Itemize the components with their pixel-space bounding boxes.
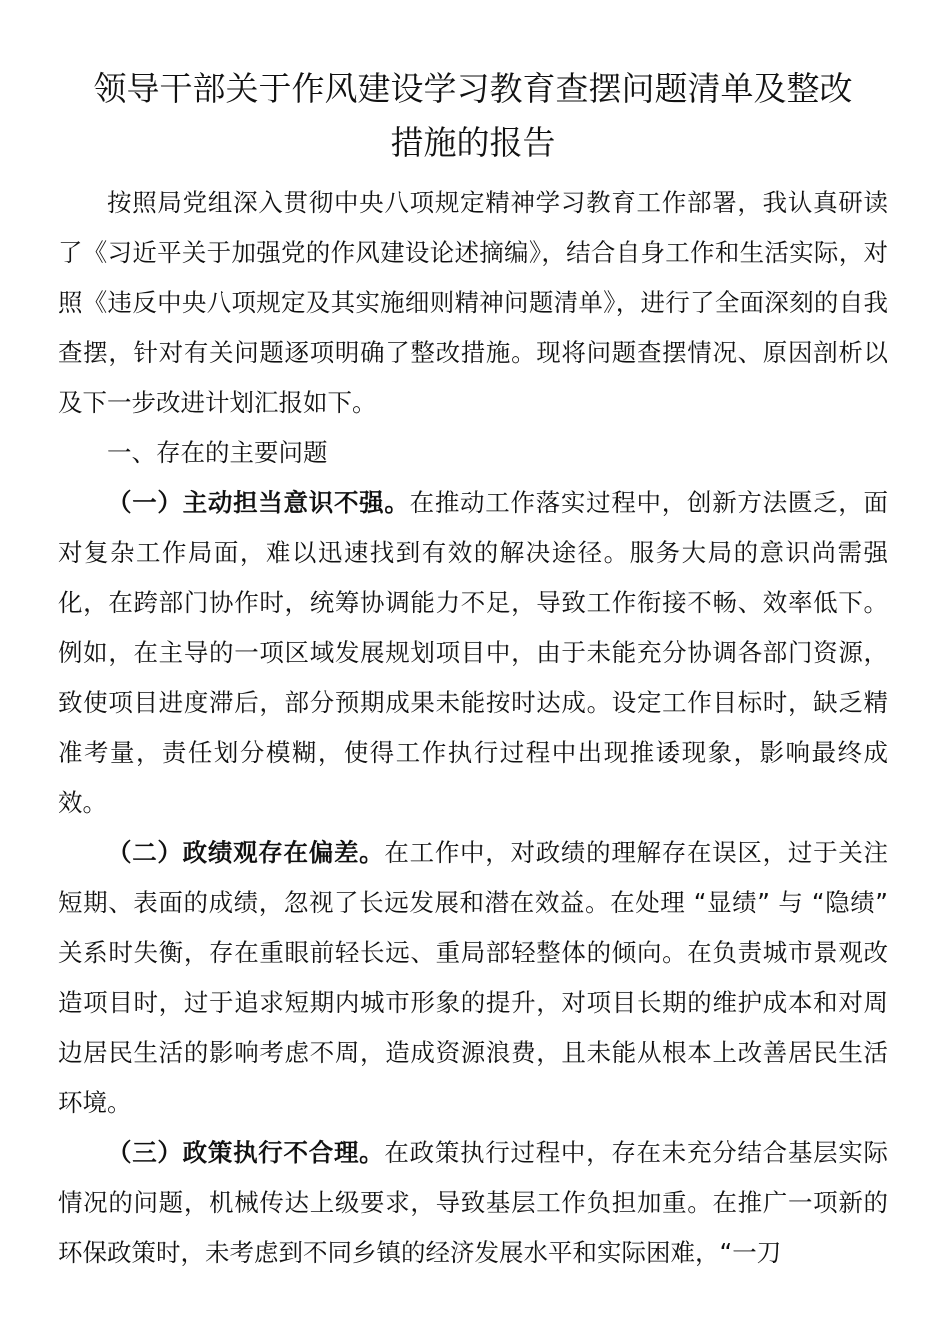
issue-paragraph-2 bbox=[58, 828, 888, 1128]
issue-text-2: 在工作中，对政绩的理解存在误区，过于关注短期、表面的成绩，忽视了长远发展和潜在效益。在处理 “显绩” 与 “隐绩” 关系时失衡，存在重眼前轻长远、重局部轻整体的倾向。在负责城市景观改造项目时，过于追求短期内城市形象的提升，对项目长期的维护成本和对周边居民生活的影响考虑不周，造成资源浪费，且未能从根本上改善居民生活环境。 bbox=[58, 838, 889, 1117]
title-line-2: 措施的报告 bbox=[390, 123, 556, 162]
section-heading: 一、存在的主要问题 bbox=[107, 438, 328, 467]
issue-text-3: 在政策执行过程中，存在未充分结合基层实际情况的问题，机械传达上级要求，导致基层工作负担加重。在推广一项新的环保政策时，未考虑到不同乡镇的经济发展水平和实际困难，“一刀 bbox=[58, 1138, 889, 1267]
document-title bbox=[58, 62, 888, 170]
issue-paragraph-3 bbox=[58, 1128, 888, 1278]
document-body bbox=[58, 178, 888, 1278]
issue-lead-1: （一）主动担当意识不强。 bbox=[107, 488, 410, 517]
issue-paragraph-1 bbox=[58, 478, 888, 828]
title-line-1: 领导干部关于作风建设学习教育查摆问题清单及整改 bbox=[93, 69, 853, 108]
issue-lead-2: （二）政绩观存在偏差。 bbox=[107, 838, 385, 867]
issue-lead-3: （三）政策执行不合理。 bbox=[107, 1138, 385, 1167]
issue-text-1: 在推动工作落实过程中，创新方法匮乏，面对复杂工作局面，难以迅速找到有效的解决途径。服务大局的意识尚需强化，在跨部门协作时，统筹协调能力不足，导致工作衔接不畅、效率低下。例如，在主导的一项区域发展规划项目中，由于未能充分协调各部门资源，致使项目进度滞后，部分预期成果未能按时达成。设定工作目标时，缺乏精准考量，责任划分模糊，使得工作执行过程中出现推诿现象，影响最终成效。 bbox=[58, 488, 889, 817]
intro-paragraph: 按照局党组深入贯彻中央八项规定精神学习教育工作部署，我认真研读了《习近平关于加强党的作风建设论述摘编》，结合自身工作和生活实际，对照《违反中央八项规定及其实施细则精神问题清单》，进行了全面深刻的自我查摆，针对有关问题逐项明确了整改措施。现将问题查摆情况、原因剖析以及下一步改进计划汇报如下。 bbox=[58, 188, 888, 417]
